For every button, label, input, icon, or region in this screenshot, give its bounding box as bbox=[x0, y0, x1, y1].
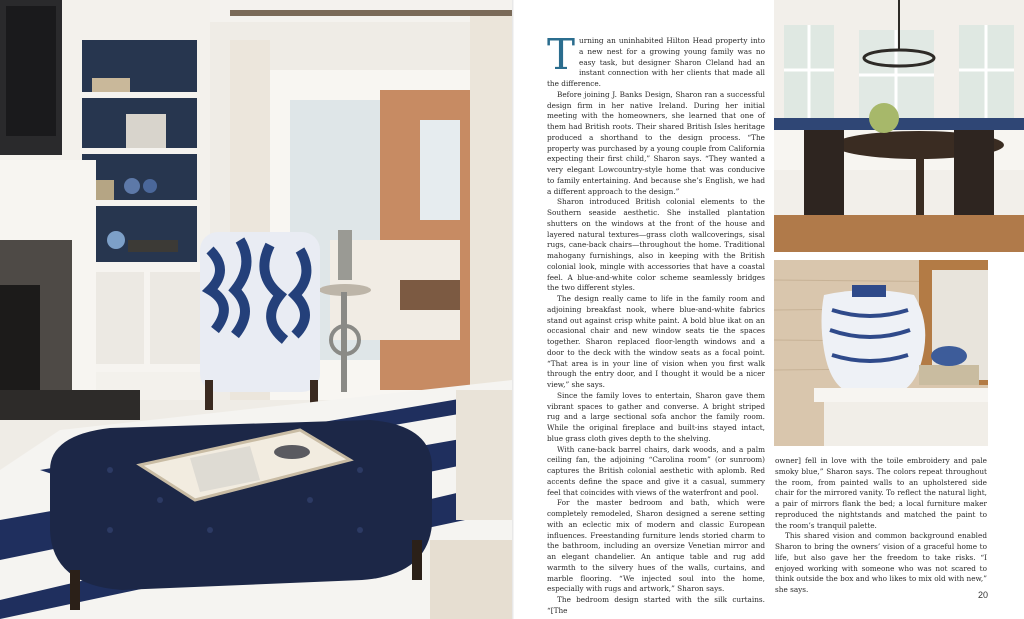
breakfast-nook-photo bbox=[774, 0, 1024, 252]
article-paragraph: The bedroom design started with the silk curtains. “[The bbox=[547, 595, 765, 615]
article-paragraph: Since the family loves to entertain, Sharon gave them vibrant spaces to gather and converse. A bright striped rug and a large sectional sofa anchor the family room. While the original fireplace and built-ins stayed intact, blue grass cloth gives depth to the shelving. bbox=[547, 390, 765, 443]
article-paragraph: Turning an uninhabited Hilton Head property into a new nest for a growing young family was no easy task, but designer Sharon Cleland had an instant connection with her clients that made all the difference. bbox=[547, 30, 765, 88]
article-column-1 bbox=[547, 30, 766, 617]
article-paragraph: For the master bedroom and bath, which were completely remodeled, Sharon designed a serene setting with an eclectic mix of modern and classic European influences. Freestanding furniture lends storied charm to the bathroom, including an oversize Venetian mirror and an elegant chandelier. An antique table and rug add warmth to the silvery hues of the walls, curtains, and marble flooring. “We injected soul into the home, especially with rugs and artwork,” Sharon says. bbox=[547, 498, 765, 594]
article-paragraph: owner] fell in love with the toile embroidery and pale smoky blue,” Sharon says. The colors repeat throughout the room, from painted walls to an upholstered side chair for the mirrored vanity. To reflect the natural light, a pair of mirrors flank the bed; a local furniture maker reproduced the nightstands and matched the paint to the room’s tranquil palette. bbox=[775, 456, 987, 530]
page-gutter bbox=[512, 0, 514, 619]
article-paragraph: The design really came to life in the family room and adjoining breakfast nook, where blue-and-white fabrics stand out against crisp white paint. A bold blue ikat on an occasional chair and new window seats tie the spaces together. Sharon replaced floor-length windows and a door to the deck with the window seats as a focal point. “That area is in your line of vision when you first walk through the entry door, and I thought it would be a nicer view,” she says. bbox=[547, 294, 765, 389]
article-paragraph: With cane-back barrel chairs, dark woods, and a palm ceiling fan, the adjoining “Carolina room” (or sunroom) captures the British colonial aesthetic with aplomb. Red accents define the space and give it a casual, summery feel that coincides with views of the waterfront and pool. bbox=[547, 444, 765, 497]
page-number: 20 bbox=[977, 590, 988, 600]
ginger-jar-photo bbox=[774, 260, 988, 446]
dropcap: T bbox=[547, 30, 576, 79]
article-paragraph: This shared vision and common background enabled Sharon to bring the owners’ vision of a graceful home to life, but also gave her the freedom to take risks. “I enjoyed working with someone who was not scared to think outside the box and who likes to mix old with new,” she says. bbox=[775, 531, 987, 594]
article-paragraph: Before joining J. Banks Design, Sharon ran a successful design firm in her native Ireland. During her initial meeting with the homeowners, she learned that one of them had British roots. Their shared British Isles heritage produced a shorthand to the design process. “The property was purchased by a young couple from California expecting their first child,” Sharon says. “They wanted a very elegant Lowcountry-style home that was conducive to family entertaining. And because she’s English, we had a different approach to the design.” bbox=[547, 89, 766, 196]
article-column-2 bbox=[775, 456, 987, 596]
article-paragraph: Sharon introduced British colonial elements to the Southern seaside aesthetic. She installed plantation shutters on the windows at the front of the house and layered natural textures—grass cloth wallcoverings, sisal rugs, cane-back chairs—throughout the home. Traditional mahogany furnishings, also in keeping with the British colonial look, mingle with accessories that have a coastal feel. A blue-and-white color scheme seamlessly bridges the two different styles. bbox=[547, 197, 765, 293]
